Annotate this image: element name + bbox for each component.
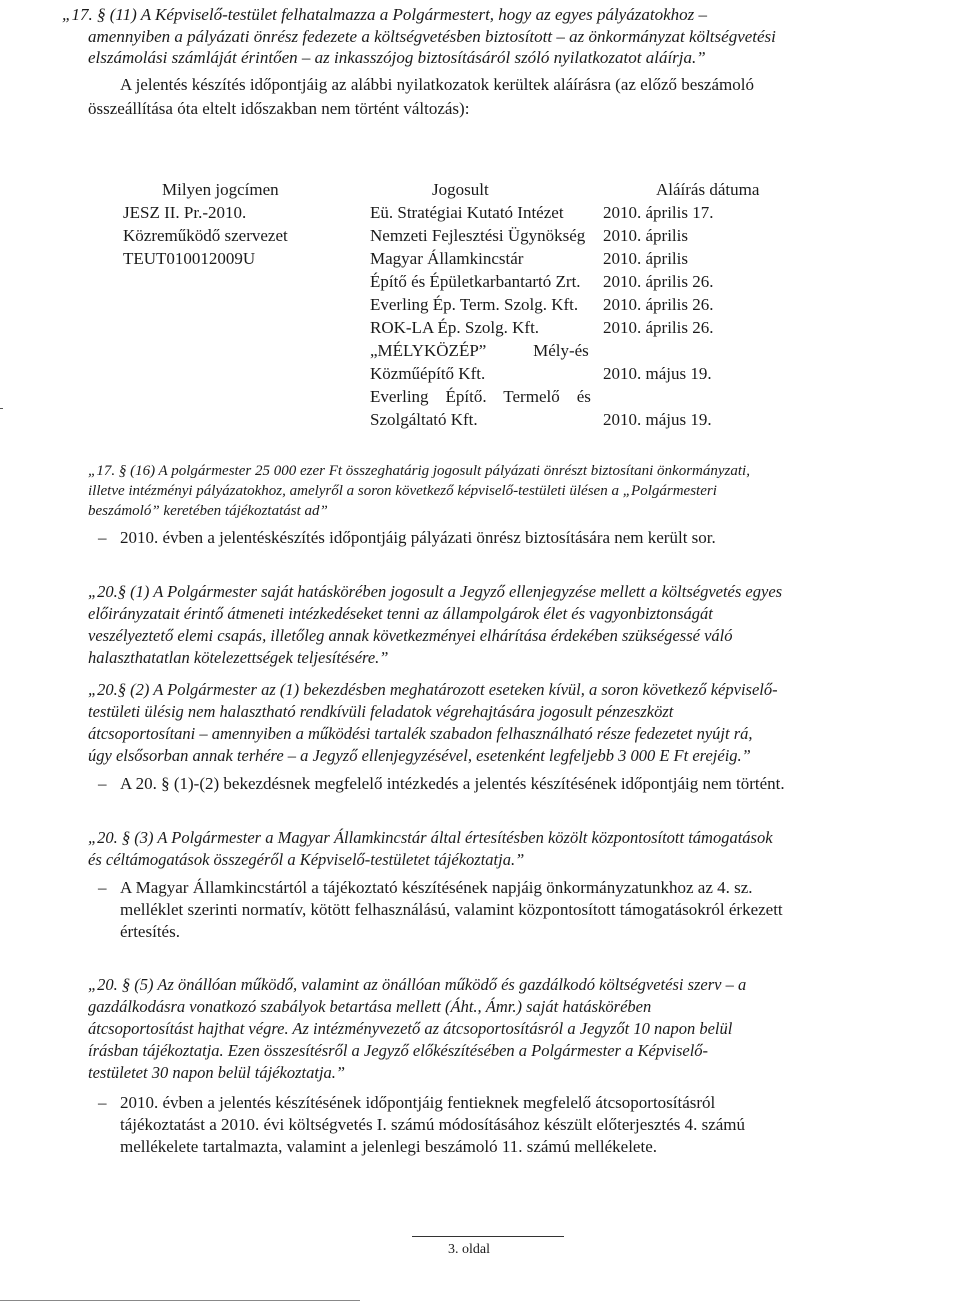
page-number: 3. oldal — [448, 1242, 490, 1257]
s17-16-bullet: 2010. évben a jelentéskészítés időpontjáig pályázati önrész biztosítására nem került sor. — [120, 528, 716, 547]
table-header-jogcim: Milyen jogcímen — [162, 180, 279, 199]
s20-3-line-2: és céltámogatások összegéről a Képviselő-testületet tájékoztatja.” — [88, 850, 525, 869]
s20-2-line-2: testületi ülésig nem halasztható rendkívüli feladatok végrehajtására jogosult pénzeszközt — [88, 702, 674, 721]
s20-1-line-4: halaszthatatlan kötelezettségek teljesítésére.” — [88, 648, 389, 667]
bullet-dash: – — [98, 774, 107, 793]
s20-3-bullet-line-3: értesítés. — [120, 922, 180, 941]
table-cell: 2010. április — [603, 226, 688, 245]
scan-edge-line — [0, 1300, 360, 1301]
s20-5-bullet-line-1: 2010. évben a jelentés készítésének időpontjáig fentieknek megfelelő átcsoportosításról — [120, 1093, 716, 1112]
s20-5-bullet-line-3: mellékelete tartalmazta, valamint a jelenlegi beszámoló 11. számú mellékelete. — [120, 1137, 657, 1156]
table-cell: Közműépítő Kft. — [370, 364, 486, 383]
table-header-jogosult: Jogosult — [432, 180, 489, 199]
table-cell: JESZ II. Pr.-2010. — [123, 203, 247, 222]
s20-5-line-1: „20. § (5) Az önállóan működő, valamint az önállóan működő és gazdálkodó költségvetési szerv – a — [88, 975, 747, 994]
s20-1-line-2: előirányzatait érintő átmeneti intézkedéseket tenni az állampolgárok élet és vagyonbiztonságát — [88, 604, 713, 623]
s20-3-bullet-line-2: melléklet szerinti normatív, kötött felhasználású, valamint központosított támogatásokról érkezett — [120, 900, 783, 919]
s20-2-bullet: A 20. § (1)-(2) bekezdésnek megfelelő intézkedés a jelentés készítésének időpontjáig nem történt. — [120, 774, 785, 793]
s17-16-line-1: „17. § (16) A polgármester 25 000 ezer Ft összeghatárig jogosult pályázati önrészt biztosítani önkormányzati, — [88, 463, 750, 479]
table-cell: Építő és Épületkarbantartó Zrt. — [370, 272, 581, 291]
s20-1-line-3: veszélyeztető elemi csapás, illetőleg annak következményei elhárítása érdekében szükségessé váló — [88, 626, 733, 645]
s17-report-line-2: összeállítása óta eltelt időszakban nem történt változás): — [88, 99, 470, 118]
s20-2-line-1: „20.§ (2) A Polgármester az (1) bekezdésben meghatározott eseteken kívül, a soron következő képviselő- — [88, 680, 778, 699]
table-cell: Közreműködő szervezet — [123, 226, 288, 245]
scan-mark — [0, 408, 3, 409]
table-cell: „MÉLYKÖZÉP” Mély-és — [370, 341, 589, 360]
table-cell: ROK-LA Ép. Szolg. Kft. — [370, 318, 540, 337]
table-cell: 2010. április 26. — [603, 318, 714, 337]
table-cell: Everling Építő. Termelő és — [370, 387, 591, 406]
table-cell: Nemzeti Fejlesztési Ügynökség — [370, 226, 586, 245]
s20-5-line-2: gazdálkodásra vonatkozó szabályok betartása mellett (Áht., Ámr.) saját hatáskörében — [88, 997, 652, 1016]
bullet-dash: – — [98, 1093, 107, 1112]
table-cell: 2010. április 26. — [603, 295, 714, 314]
s20-2-line-3: átcsoportosítani – amennyiben a működési tartalék szabadon felhasználható része fedezetet nyújt rá, — [88, 724, 753, 743]
s20-5-line-5: testületet 30 napon belül tájékoztatja.” — [88, 1063, 346, 1082]
table-cell: 2010. május 19. — [603, 410, 712, 429]
table-cell: Eü. Stratégiai Kutató Intézet — [370, 203, 564, 222]
s20-3-line-1: „20. § (3) A Polgármester a Magyar Államkincstár által értesítésben közölt központosított támogatások — [88, 828, 773, 847]
s20-5-line-3: átcsoportosítást hajthat végre. Az intézményvezető az átcsoportosításról a Jegyzőt 10 napon belül — [88, 1019, 733, 1038]
table-cell: 2010. április — [603, 249, 688, 268]
s20-2-line-4: úgy elsősorban annak terhére – a Jegyző ellenjegyzésével, esetenként legfeljebb 3 000 E Ft erejéig.” — [88, 746, 751, 765]
table-cell: Magyar Államkincstár — [370, 249, 524, 268]
s20-3-bullet-line-1: A Magyar Államkincstártól a tájékoztató készítésének napjáig önkormányzatunkhoz az 4. sz. — [120, 878, 753, 897]
s17-11-line-1: „17. § (11) A Képviselő-testület felhatalmazza a Polgármestert, hogy az egyes pályázatokhoz – — [62, 5, 707, 24]
s17-16-line-2: illetve intézményi pályázatokhoz, amelyről a soron következő képviselő-testületi ülésen a „Polgármesteri — [88, 483, 717, 499]
s20-1-line-1: „20.§ (1) A Polgármester saját hatáskörében jogosult a Jegyző ellenjegyzése mellett a költségvetés egyes — [88, 582, 783, 601]
s17-16-line-3: beszámoló” keretében tájékoztatást ad” — [88, 503, 328, 519]
bullet-dash: – — [98, 528, 107, 547]
s20-5-line-4: írásban tájékoztatja. Ezen összesítésről a Jegyző előkészítésében a Polgármester a Képviselő- — [88, 1041, 709, 1060]
table-cell: Everling Ép. Term. Szolg. Kft. — [370, 295, 579, 314]
s17-report-line-1: A jelentés készítés időpontjáig az alábbi nyilatkozatok kerültek aláírásra (az előző beszámoló — [120, 75, 754, 94]
footer-rule — [412, 1236, 564, 1237]
table-header-datum: Aláírás dátuma — [656, 180, 760, 199]
bullet-dash: – — [98, 878, 107, 897]
s20-5-bullet-line-2: tájékoztatást a 2010. évi költségvetés I. számú módosításához készült előterjesztés 4. számú — [120, 1115, 746, 1134]
s17-11-line-2: amennyiben a pályázati önrész fedezete a költségvetésben biztosított – az önkormányzat költségvetési — [88, 27, 776, 46]
table-cell: 2010. május 19. — [603, 364, 712, 383]
table-cell: TEUT010012009U — [123, 249, 256, 268]
table-cell: Szolgáltató Kft. — [370, 410, 478, 429]
table-cell: 2010. április 26. — [603, 272, 714, 291]
s17-11-line-3: elszámolási számláját érintően – az inkasszójog biztosításáról szóló nyilatkozatot aláírja.” — [88, 48, 706, 67]
table-cell: 2010. április 17. — [603, 203, 714, 222]
